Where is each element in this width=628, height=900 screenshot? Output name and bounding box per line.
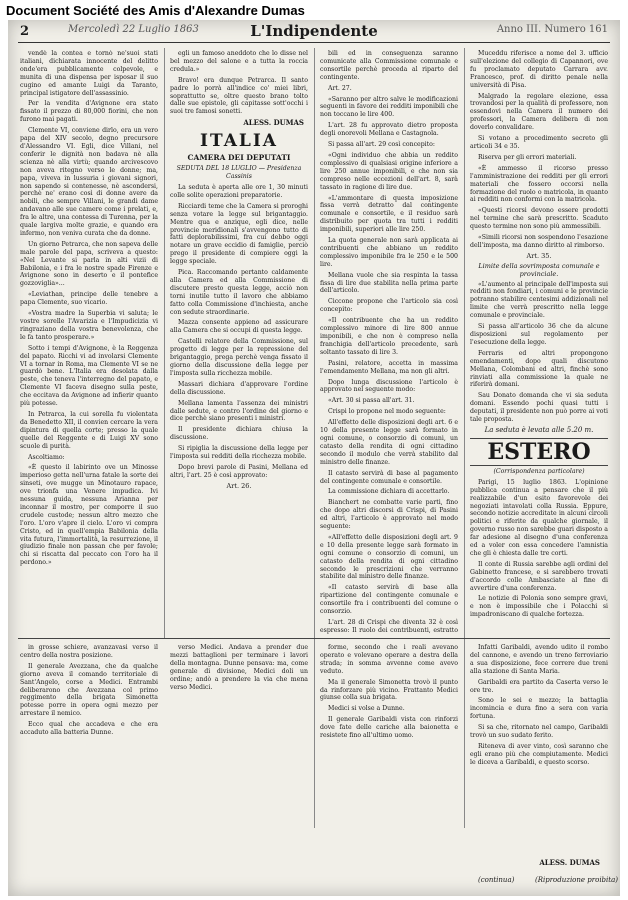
continued-label: (continua)	[478, 876, 515, 884]
paragraph: Malgrado la regolare elezione, essa trovandosi per la qualità di professore, non essendovi nella Camera il numero dei professori, la Camera delibera di non doverlo convalidare.	[470, 92, 608, 132]
feuilleton-rule	[18, 638, 610, 639]
paragraph: Mazza consente appieno ad assicurare alla Camera che si occupi di questa legge.	[170, 319, 308, 335]
session-closing: La seduta è levata alle 5.20 m.	[484, 425, 594, 434]
chamber-title: CAMERA DEI DEPUTATI	[187, 153, 291, 163]
paragraph: Sotto i tempi d'Avignone, è la Reggenza del papato. Ricchi vi ad involarsi Clemente VI a tornar in Roma, ma Clemente VI se ne guardò bene. L'Italia era desolata dalla peste, che teneva l'interregno del papato, e Clemente VI faceva disegno sulla peste, che eccitava da Avignone ad infierir quanto più potesse.	[20, 344, 158, 408]
paragraph: «È ammesso il ricorso presso l'amministrazione dei redditi per gli errori materiali che fossero occorsi nella formazione del ruolo o matricola, in quanto ai redditi non conformi con la matricola.	[470, 164, 608, 204]
paragraph: Ciccone propone che l'articolo sia così concepito:	[320, 298, 458, 314]
paragraph: In Petrarca, la cui sorella fu violentata da Benedetto XII, il convien cercare la vera dipintura di quella corte; presso la quale quelle del Reggente e di Luigi XV sono scuole di purità.	[20, 410, 158, 450]
paragraph: Per la vendita d'Avignone era stato fissato il prezzo di 80,000 fiorini, che non furono mai pagati.	[20, 100, 158, 124]
paragraph: in grosse schiere, avanzavasi verso il centro della nostra posizione.	[20, 644, 158, 659]
sitting-line: SEDUTA DEL 18 LUGLIO — Presidenza Cassinis	[176, 165, 302, 181]
paragraph: «Leviathan, principe delle tenebre a papa Clemente, suo vicario.	[20, 291, 158, 307]
paragraph: «Art. 30 si passa all'art. 31.	[328, 397, 415, 405]
paragraph: «Vostra madre la Superbia vi saluta; le vostre sorelle l'Avarizia e l'Impudicizia vi ringraziano della vostra benevolenza, che le fa tanto prosperare.»	[20, 310, 158, 341]
feuilleton-col-4	[470, 644, 608, 854]
paragraph: Medici si volse a Dunne.	[328, 705, 405, 713]
paragraph: Garibaldi era partito da Caserta verso le ore tre.	[470, 678, 608, 694]
column-1	[20, 50, 158, 635]
paragraph: «Ogni individuo che abbia un reddito complessivo di qualsiasi origine inferiore a lire 250 annue imponibili, e che non sia compreso nelle eccezioni dell'art. 8, sarà tassato in ragione di lire due.	[320, 151, 458, 191]
paragraph: Ma il generale Simonetta trovò il punto da rinforzare più vicino. Frattanto Medici giunse colla sua brigata.	[320, 678, 458, 702]
column-1-text	[20, 50, 158, 567]
column-2-subhead: Il presidente dichiara chiusa la discussione.	[170, 426, 308, 442]
column-2	[170, 50, 308, 635]
paragraph: Art. 27.	[328, 84, 352, 92]
column-4-text-2	[470, 281, 608, 424]
paragraph: «L'aumento al principale dell'imposta sui redditi non fondiari, i comuni e le provincie potranno stabilire centesimi addizionali nel limite che verrà prescritto nella legge comunale e provinciale.	[470, 280, 608, 320]
paragraph: Sau Donato domanda che vi sia seduta domani. Essendo pochi quasi tutti i deputati, il presidente non può porre ai voti tale proposta.	[470, 392, 608, 424]
paragraph: Mellana lamenta l'assenza dei ministri dalle sedute, e contro l'ordine del giorno e dice perchè siano presenti i ministri.	[170, 399, 308, 423]
limit-subhead: Limite della sovrimposta comunale e provinciale.	[478, 261, 600, 278]
paragraph: Si passa all'art. 29 così concepito:	[328, 141, 435, 149]
feuilleton-col-1-text	[20, 644, 158, 737]
feuilleton-col-3	[320, 644, 458, 884]
paragraph: Dopo lunga discussione l'articolo è approvato nel seguente modo:	[320, 378, 458, 394]
paragraph: La quota generale non sarà applicata ai contribuenti che abbiano un reddito complessivo imponibile fra le 250 e le 500 lire.	[320, 237, 458, 268]
paragraph: Pica. Raccomando pertanto caldamente alla Camera ed alla Commissione di discutere presto questa legge, acciò non torni inutile tutto il lavoro che abbiamo fatto colla Commissione d'inchiesta, anche con sedute straordinarie.	[170, 269, 308, 316]
section-title-estero: ESTERO	[470, 438, 608, 466]
section-title-italia: ITALIA	[200, 131, 278, 152]
paragraph: Dopo brevi parole di Pasini, Mellana ed altri, l'art. 25 è così approvato:	[170, 463, 308, 479]
paragraph: «L'ammontare di questa imposizione fissa verrà detratto dal contingente comunale e consortile, e il residuo sarà distribuito per quota tra tutti i redditi imponibili, superiori alle lire 250.	[320, 194, 458, 234]
column-divider	[464, 48, 465, 828]
column-divider	[164, 48, 165, 638]
column-2-body	[170, 184, 308, 423]
feuilleton-col-2	[170, 644, 308, 884]
paragraph: Crispi lo propone nel modo seguente:	[328, 408, 446, 416]
masthead-title: L'Indipendente	[250, 22, 378, 40]
paragraph: Castelli relatore della Commissione, sul progetto di legge per la repressione del brigantaggio, prega perchè venga fissato il giorno della discussione della legge per l'imposta sulla ricchezza mobile.	[170, 338, 308, 377]
paragraph: Massari dichiara d'approvare l'ordine della discussione.	[170, 380, 308, 396]
estero-text	[470, 479, 608, 619]
paragraph: Si sa che, ritornato nel campo, Garibaldi trovò un suo sudato ferito.	[470, 724, 608, 740]
column-4	[470, 50, 608, 635]
paragraph: forme, secondo che i reali avevano operato e volevano operare a destra della strada; in somma avvenne come avevo veduto.	[320, 644, 458, 675]
column-2-intro	[170, 50, 308, 116]
paragraph: «Il catasto servirà di base alla ripartizione del contingente comunale e consortile fra i contribuenti del comune o consorzio.	[320, 584, 458, 616]
header-rule	[18, 42, 610, 43]
column-divider	[314, 48, 315, 828]
paragraph: Pasini, relatore, accetta in massima l'emendamento Mellana, ma non gli altri.	[320, 359, 458, 375]
feuilleton-footer	[478, 876, 618, 884]
paragraph: verso Medici. Andava a prender due mezzi battaglioni per terminare i lavori della montagna. Dunne pensava: ma, come generale di divisione, Medici doli un ordine; andò a prendere la via che mena verso Medici.	[170, 644, 308, 691]
paragraph: Un giorno Petrarca, che non sapeva delle male parole del papa, scriveva a questo: «Nel Levante si parla in alti vizii di Babilonia, e i fra le nostre spade Firenze e Avignone sono in deserto e il pontefice gozzoviglia»...	[20, 240, 158, 288]
paragraph: L'art. 28 di Crispi che diventa 32 è così espresso: Il ruolo dei contribuenti, estratto	[320, 619, 458, 634]
issue-number: Anno III. Numero 161	[496, 24, 608, 35]
paragraph: L'art. 28 fu approvato dietro proposta degli onorevoli Mellana e Castagnola.	[320, 122, 458, 138]
paragraph: Sono le sei e mezzo; la battaglia incomincia e dura fino a sera con varia fortuna.	[470, 697, 608, 721]
article-heading: Art. 35.	[526, 251, 552, 260]
feuilleton-signature: ALESS. DUMAS	[539, 858, 600, 867]
reproduction-notice: (Riproduzione proibita)	[534, 876, 618, 884]
column-4-text	[470, 50, 608, 250]
page-header	[8, 20, 620, 42]
issue-date: Mercoledì 22 Luglio 1863	[68, 24, 199, 35]
paragraph: egli un famoso aneddoto che lo disse nel bel mezzo del salone e a tutta la roccia credula.»	[170, 50, 308, 73]
feuilleton-col-3-text	[320, 644, 458, 740]
archive-watermark: Document Société des Amis d'Alexandre Dumas	[6, 3, 305, 18]
paragraph: «All'effetto delle disposizioni degli art. 9 e 10 della presente legge sarà formato in ogni comune o consorzio di comuni, un catasto della rendita di ogni cittadino secondo le prescrizioni che verranno stabilite dal ministro delle finanze.	[320, 533, 458, 581]
paragraph: «È questo il labirinto ove un Minosse imperioso getta nell'urna fatale la sorte dei sinseti, ove mugge un Minotauro rapace, ove trionfa una Venere impudica. Ivi nessuna guida, nessuna Arianna per inconnar il mostro, per comporre il suo crudele custode; nessun altro mezzo che l'oro. L'oro v'apre il cielo. L'oro vi compra Cristo, ed in quell'empia Babilonia della vita futura, l'immortalità, la resurrezione, il giudizio finale non passan che per favole; chi si riscatta dal peccato con l'oro ha il perdono.»	[20, 464, 158, 567]
paragraph: Si votano a procedimento secreto gli articoli 34 e 35.	[470, 135, 608, 150]
paragraph: Si passa all'articolo 36 che da alcune disposizioni sul regolamento per l'esecuzione della legge.	[470, 323, 608, 346]
paragraph: Riteneva di aver vinto, così saranno che egli erano più che compiutamente. Medici le diceva a Garibaldi, e questo scorso.	[470, 742, 608, 766]
paragraph: Ascoltiamo:	[28, 453, 65, 461]
paragraph: Il generale Avezzana, che da qualche giorno aveva il comando territoriale di Sant'Angelo, corse a Medici. Entrambi deliberarono che Avezzana col primo reggimento della brigata Simonetta potesse porre in opera ogni mezzo per arrestare il nemico.	[20, 662, 158, 718]
paragraph: Le notizie di Polonia sono sempre gravi, e non è impossibile che i Polacchi si impadroniscano di qualche fortezza.	[470, 595, 608, 619]
paragraph: Bianchert ne combatte varie parti, fino che dopo altri discorsi di Crispi, di Pasini ed altri, l'articolo è approvato nel modo seguente:	[320, 499, 458, 531]
feuilleton-col-4-text	[470, 644, 608, 767]
paragraph: Il generale Garibaldi vista con rinforzi dove fate delle cariche alla baionetta e resistete fino all'ultimo uomo.	[320, 716, 458, 740]
column-3-text	[320, 50, 458, 635]
column-3	[320, 50, 458, 635]
author-signature: ALESS. DUMAS	[243, 118, 304, 128]
column-2-body-2	[170, 445, 308, 480]
paragraph: «Saranno per altro salve le modificazioni seguenti in favore dei redditi imponibili che non toccano le lire 400.	[320, 95, 458, 119]
paragraph: Ecco qual che accadeva e che era accaduto alla batteria Dunne.	[20, 721, 158, 737]
article-heading: Art. 26.	[226, 481, 252, 490]
paragraph: Il catasto servirà di base al pagamento del contingente comunale e consortile.	[320, 469, 458, 485]
paragraph: Si ripiglia la discussione della legge per l'imposta sui redditi della ricchezza mobile.	[170, 445, 308, 461]
paragraph: Riserva per gli errori materiali.	[478, 153, 577, 161]
paragraph: «Il contribuente che ha un reddito complessivo minore di lire 800 annue imponibili, e che non è compreso nella franchigia dell'articolo precedente, sarà soltanto tassato di lire 3.	[320, 317, 458, 356]
paragraph: bili ed in conseguenza saranno comunicate alla Commissione comunale e consortile perchè proceda al riparto del contingente.	[320, 50, 458, 81]
paragraph: Ferraris ed altri propongono emendamenti, dopo quali discutono Mellana, Colombani ed altri, finchè sono rinviati alla commissione la quale ne riferirà domani.	[470, 349, 608, 389]
page-number: 2	[20, 24, 30, 39]
paragraph: «Simili ricorsi non sospendono l'esazione dell'imposta, ma danno diritto al rimborso.	[470, 234, 608, 249]
paragraph: Infatti Garibaldi, avendo udito il rombo del cannone, e avendo un treno ferroviario a sua disposizione, fece correre due treni alla stazione di Santa Maria.	[470, 644, 608, 675]
newspaper-page	[8, 20, 620, 896]
paragraph: «Questi ricorsi devono essere prodotti nel termine che sarà prescritto. Scaduto questo termine non sono più ammessibili.	[470, 207, 608, 231]
correspondence-note: (Corrispondenza particolare)	[493, 467, 585, 475]
feuilleton-col-1	[20, 644, 158, 884]
paragraph: Parigi, 15 luglio 1863. L'opinione pubblica continua a pensare che il più realizzabile d'un esito favorevole dei negoziati intavolati colla Russia. Eppure, secondo notizie accreditate in alcuni circoli politici e riferite da qualche giornale, il governo russo non sarebbe guari disposto a far adesione al disegno d'una conferenza ed a voler con essa concedere l'amnistia che gli è chiesta dalle tre corti.	[470, 478, 608, 557]
paragraph: Clemente VI, conviene dirlo, era un vero papa del XIV secolo, degno precursore d'Alessandro VI. Egli, dice Villani, nel conferir le dignità non badava nè alla scienza nè alla virtù; quando arcivescovo non aveva ritegno verso le donne; ma, papa, viveva in lussuria i giovani signori, non sapendo si contenesse, nè ascondersi, perchè ne' erano così di donne avere da nobili, che sempre Villani, le grandi dame andavano alle sue camere come i prelati, e, fra le altre, una contessa di Turenna, per la quale largiva molte grazie, e quando era infermo, non veniva curata che da donne.	[20, 127, 158, 237]
paragraph: Il conte di Russia sarebbe agli ordini del Gabinetto francese, e si sarebbero trovati d'accordo colle Ambasciate al fine di avvertire d'una conferenza.	[470, 560, 608, 592]
paragraph: Bravo! era dunque Petrarca. Il santo padre lo porrà all'indice co' miei libri, soprattutto se, oltre questo brano tolto dalle sue epistole, gli capitasse sott'occhi i suoi tre famosi sonetti.	[170, 76, 308, 116]
paragraph: Ricciardi teme che la Camera si proroghi senza votare la legge sul brigantaggio. Mentre qua e anzique, egli dice, nelle provincie meridionali s'avvengono tutto di fatti deplorabilissimi, fra cui debbo oggi notare un grave eccidio di famiglie, perciò prego il presidente di compiere oggi la legge speciale.	[170, 202, 308, 266]
paragraph: Muceddu riferisce a nome del 3. ufficio sull'elezione del collegio di Capannori, ove fu proclamato deputato Carrara avv. Francesco, prof. di diritto penale nella università di Pisa.	[470, 50, 608, 89]
paragraph: vendè la contea e tornò ne'suoi stati italiani, dichiarata innocente del delitto onde'era pubblicamente colpevole, e munita di una dispensa per isposar il suo cugino ed amante Luigi da Taranto, principal istigatore dell'assassinio.	[20, 50, 158, 97]
paragraph: La seduta è aperta alle ore 1, 30 minuti colle solite operazioni preparatorie.	[170, 183, 308, 199]
paragraph: La commissione dichiara di accettarlo.	[328, 488, 450, 496]
feuilleton-col-2-text	[170, 644, 308, 691]
paragraph: Mellana vuole che sia respinta la tassa fissa di lire due stabilita nella prima parte dell'articolo.	[320, 271, 458, 295]
paragraph: All'effetto delle disposizioni degli art. 6 e 10 della presente legge sarà formato in ogni comune, o consorzio di comuni, un catasto della rendita di ogni cittadino secondo il modulo che verrà stabilito dal ministro delle finanze.	[320, 419, 458, 466]
